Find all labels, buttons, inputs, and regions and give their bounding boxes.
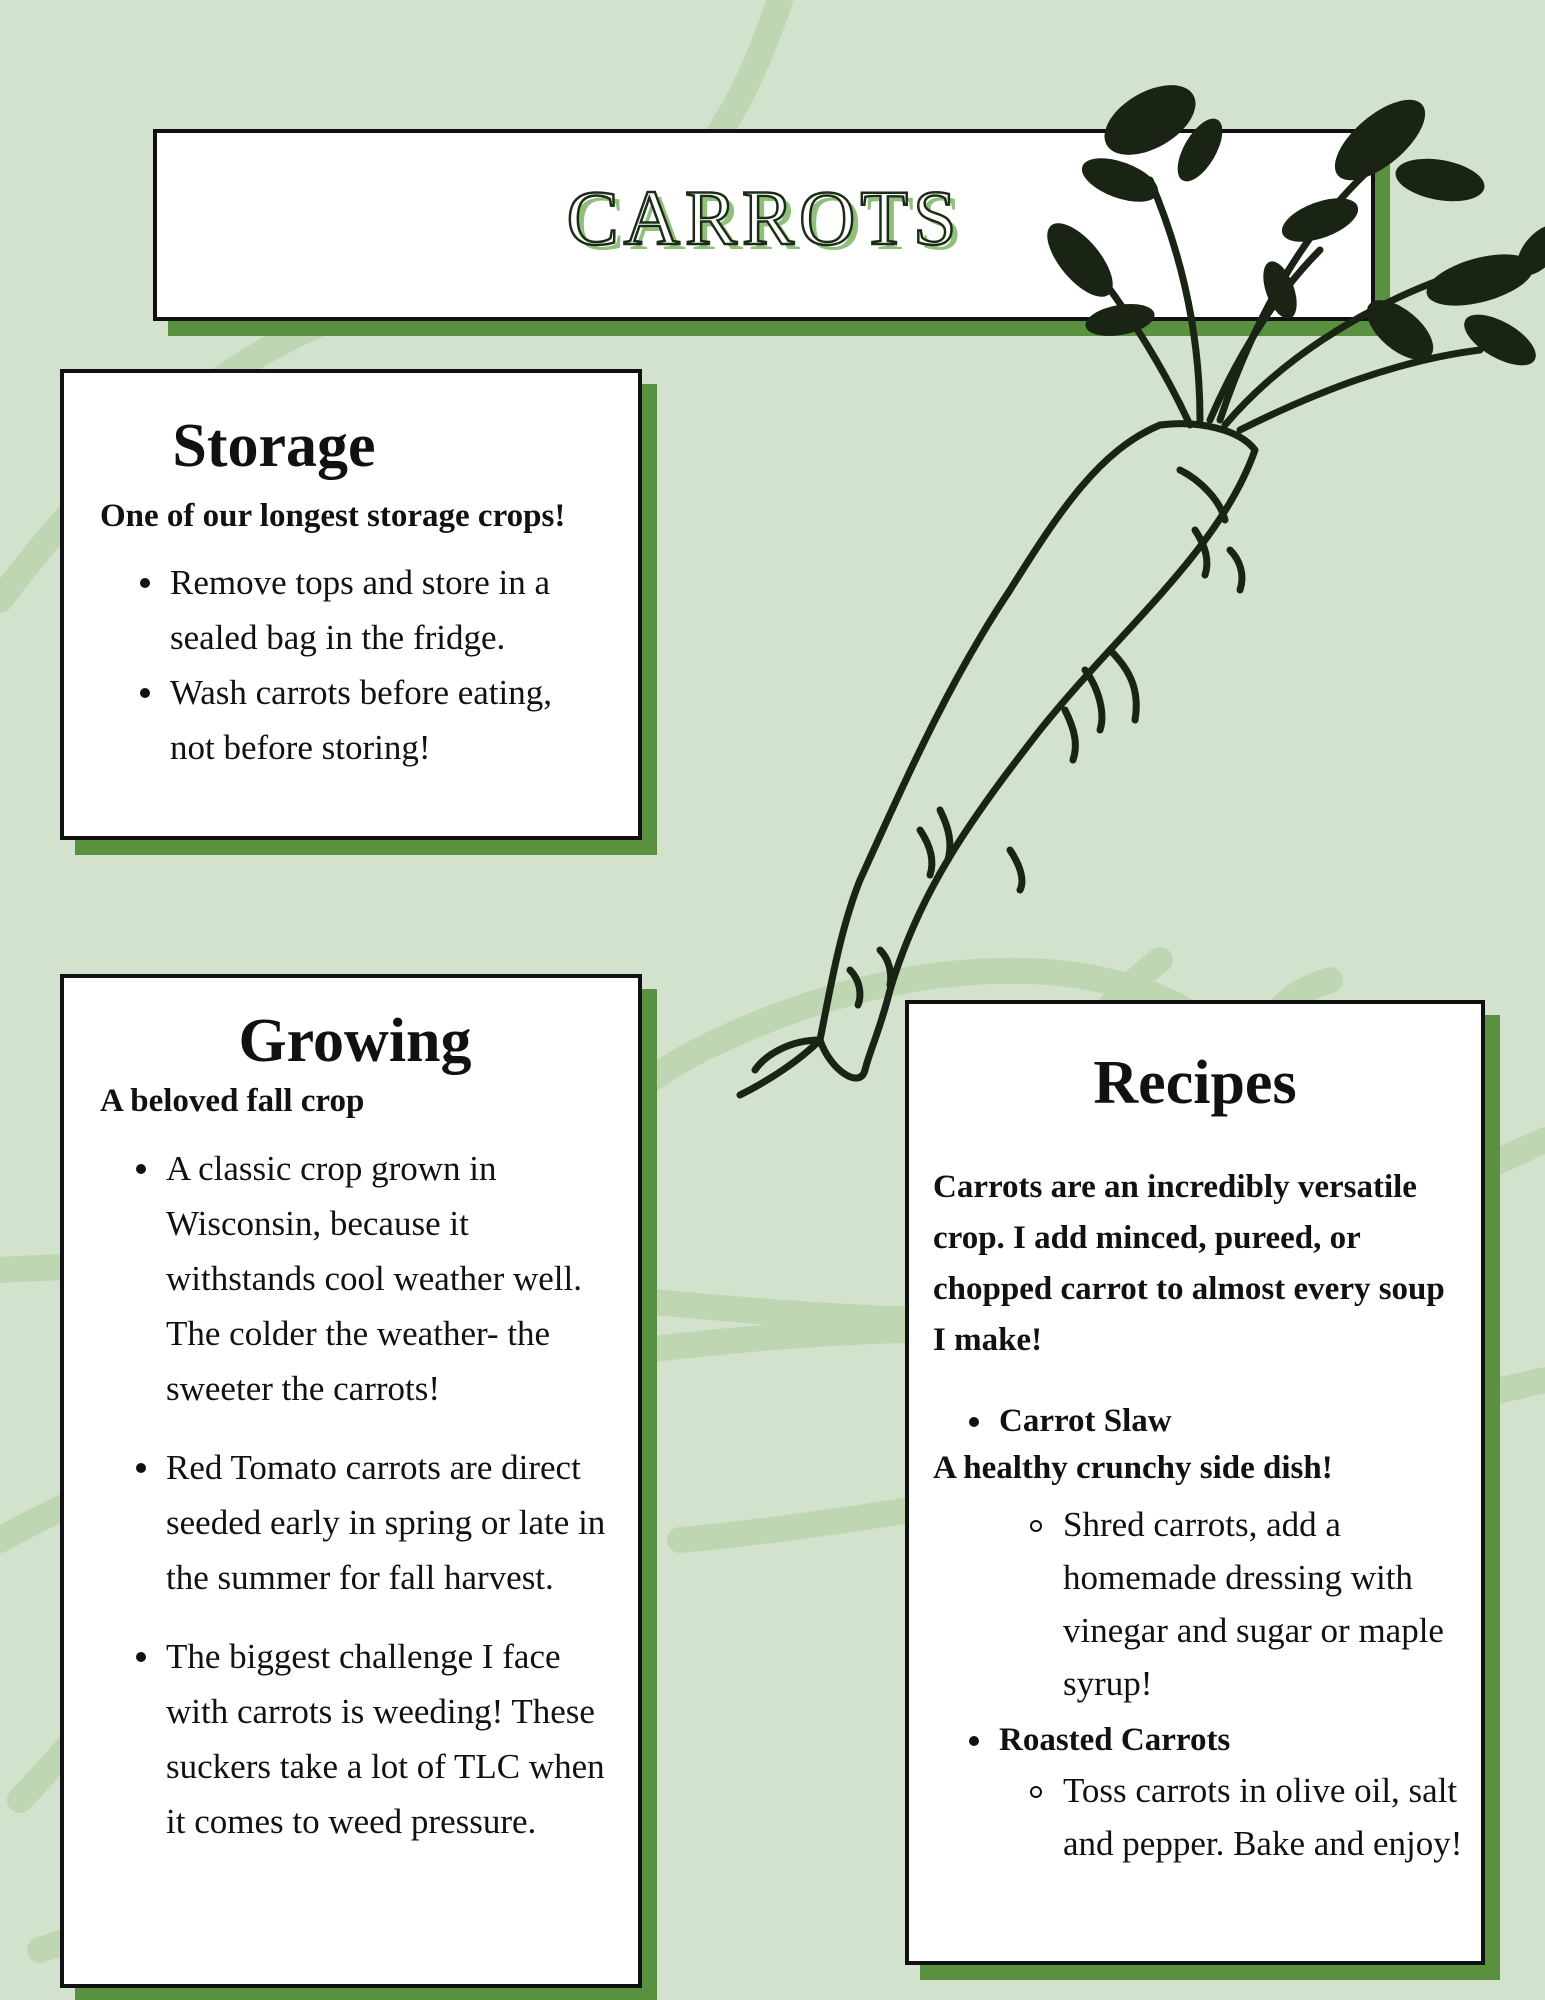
- recipes-intro: Carrots are an incredibly versatile crop. I add minced, pureed, or chopped carrot to almost every soup I make!: [933, 1169, 1445, 1358]
- storage-subtitle: One of our longest storage crops!: [100, 498, 566, 534]
- list-item: The biggest challenge I face with carrots is weeding! These suckers take a lot of TLC when it comes to weed pressure.: [166, 1629, 621, 1849]
- recipe-list-2: [999, 1713, 1459, 1768]
- list-item: Toss carrots in olive oil, salt and pepper. Bake and enjoy!: [1063, 1764, 1463, 1870]
- list-item: Remove tops and store in a sealed bag in the fridge.: [170, 555, 600, 665]
- storage-card: [60, 369, 642, 840]
- recipe-steps-roasted: [1063, 1764, 1463, 1870]
- carrot-illustration: [680, 30, 1545, 1110]
- list-item: Red Tomato carrots are direct seeded early in spring or late in the summer for fall harvest.: [166, 1440, 621, 1605]
- storage-heading: Storage: [172, 412, 376, 480]
- recipes-heading: Recipes: [1093, 1049, 1297, 1117]
- recipe-tagline: A healthy crunchy side dish!: [933, 1450, 1333, 1486]
- growing-card: [60, 974, 642, 1988]
- recipe-name-roasted: Roasted Carrots: [999, 1713, 1459, 1768]
- storage-list: [170, 555, 600, 775]
- growing-list: [166, 1141, 621, 1849]
- page-title: CARROTS: [566, 174, 962, 261]
- list-item: Shred carrots, add a homemade dressing with vinegar and sugar or maple syrup!: [1063, 1498, 1463, 1710]
- list-item: A classic crop grown in Wisconsin, because it withstands cool weather well. The colder the weather- the sweeter the carrots!: [166, 1141, 621, 1416]
- recipe-name-slaw: Carrot Slaw: [999, 1394, 1459, 1449]
- recipes-card: [905, 1000, 1485, 1965]
- list-item: Wash carrots before eating, not before storing!: [170, 665, 600, 775]
- growing-subtitle: A beloved fall crop: [100, 1083, 365, 1119]
- recipe-steps-slaw: [1063, 1498, 1463, 1710]
- recipe-list: [999, 1394, 1459, 1449]
- growing-heading: Growing: [238, 1007, 472, 1075]
